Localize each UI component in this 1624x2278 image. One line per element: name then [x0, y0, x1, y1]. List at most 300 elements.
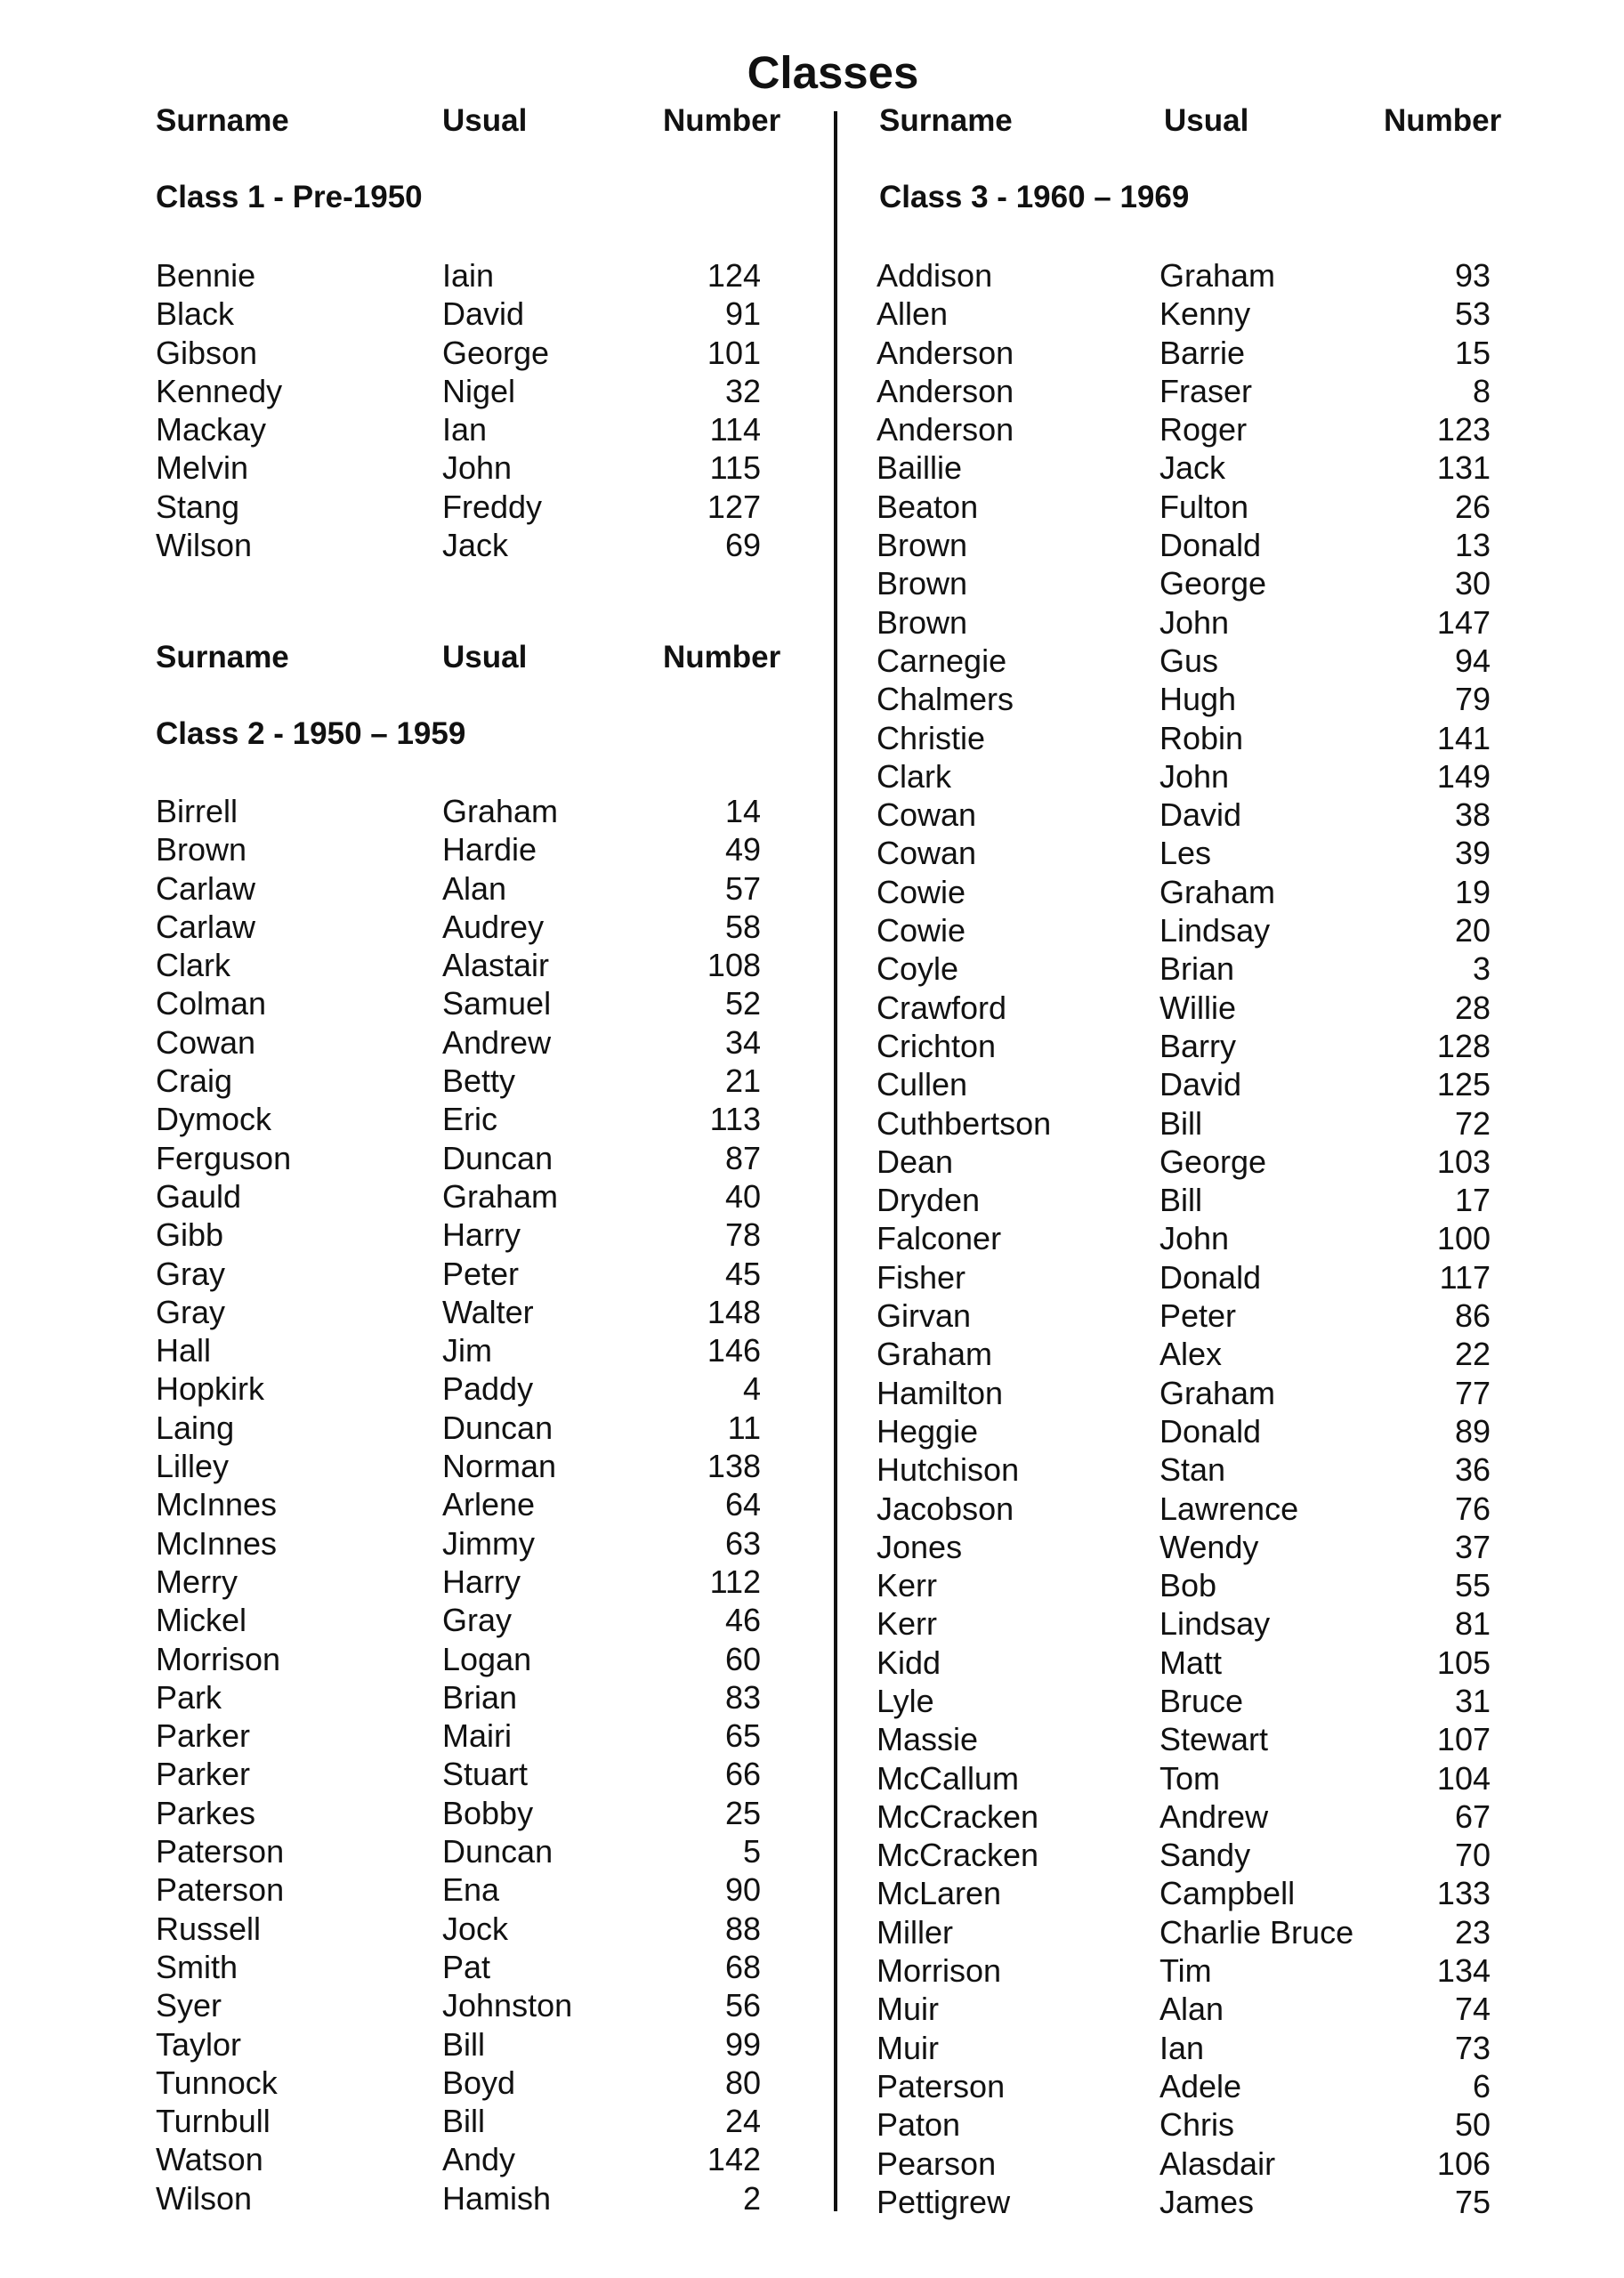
- surname-cell: Kerr: [877, 1567, 938, 1604]
- header-number-left: Number: [663, 103, 781, 138]
- usual-name-cell: Barrie: [1159, 334, 1246, 371]
- usual-name-cell: John: [442, 449, 513, 487]
- list-item: [877, 1143, 1517, 1181]
- list-item: [156, 1678, 796, 1717]
- usual-name-cell: Alasdair: [1159, 2145, 1276, 2182]
- usual-name-cell: George: [1159, 1143, 1267, 1180]
- number-cell: 69: [724, 527, 761, 564]
- usual-name-cell: Boyd: [442, 2064, 516, 2101]
- number-cell: 21: [724, 1062, 761, 1100]
- number-cell: 114: [709, 411, 761, 448]
- usual-name-cell: Donald: [1159, 1412, 1262, 1450]
- surname-cell: Gibson: [156, 334, 258, 371]
- list-item: [156, 448, 796, 487]
- number-cell: 123: [1436, 411, 1491, 448]
- surname-cell: Colman: [156, 985, 267, 1022]
- usual-name-cell: Roger: [1159, 411, 1248, 448]
- list-item: [156, 1717, 796, 1755]
- usual-name-cell: Bill: [442, 2025, 486, 2063]
- number-cell: 56: [724, 1987, 761, 2024]
- usual-name-cell: Lawrence: [1159, 1490, 1299, 1527]
- list-item: [877, 1027, 1517, 1065]
- list-item: [877, 2105, 1517, 2144]
- surname-cell: Hutchison: [877, 1451, 1020, 1489]
- list-item: [156, 869, 796, 908]
- surname-cell: McLaren: [877, 1875, 1002, 1912]
- surname-cell: Kerr: [877, 1605, 938, 1643]
- surname-cell: Paterson: [156, 1871, 285, 1909]
- surname-cell: Morrison: [156, 1640, 281, 1677]
- number-cell: 5: [742, 1833, 761, 1870]
- number-cell: 74: [1454, 1991, 1491, 2028]
- usual-name-cell: Fraser: [1159, 372, 1253, 409]
- list-item: [156, 2064, 796, 2102]
- list-item: [877, 2183, 1517, 2221]
- surname-cell: Taylor: [156, 2025, 242, 2063]
- surname-cell: Hall: [156, 1332, 212, 1369]
- usual-name-cell: Betty: [442, 1062, 516, 1100]
- number-cell: 23: [1454, 1913, 1491, 1951]
- class2-list: [156, 792, 796, 2217]
- surname-cell: McCallum: [877, 1759, 1020, 1797]
- number-cell: 46: [724, 1602, 761, 1639]
- usual-name-cell: Harry: [442, 1216, 521, 1254]
- number-cell: 2: [742, 2179, 761, 2217]
- number-cell: 13: [1454, 527, 1491, 564]
- surname-cell: Melvin: [156, 449, 249, 487]
- usual-name-cell: Pat: [442, 1948, 491, 1985]
- usual-name-cell: John: [1159, 757, 1230, 795]
- number-cell: 57: [724, 869, 761, 907]
- number-cell: 15: [1454, 334, 1491, 371]
- usual-name-cell: Graham: [442, 1177, 559, 1215]
- surname-cell: Muir: [877, 2029, 939, 2066]
- usual-name-cell: Ena: [442, 1871, 500, 1909]
- surname-cell: Miller: [877, 1913, 953, 1951]
- list-item: [877, 1374, 1517, 1412]
- usual-name-cell: Robin: [1159, 719, 1244, 756]
- list-item: [156, 1369, 796, 1408]
- number-cell: 67: [1454, 1797, 1491, 1835]
- number-cell: 11: [727, 1409, 761, 1446]
- surname-cell: Lilley: [156, 1448, 230, 1485]
- usual-name-cell: Bill: [1159, 1104, 1203, 1142]
- list-item: [877, 1604, 1517, 1643]
- list-item: [877, 1297, 1517, 1335]
- usual-name-cell: Jim: [442, 1332, 492, 1369]
- list-item: [877, 1797, 1517, 1836]
- surname-cell: Gauld: [156, 1177, 242, 1215]
- list-item: [156, 908, 796, 946]
- list-item: [877, 719, 1517, 757]
- usual-name-cell: Logan: [442, 1640, 532, 1677]
- list-item: [156, 2179, 796, 2217]
- list-item: [877, 372, 1517, 410]
- list-item: [156, 984, 796, 1022]
- number-cell: 60: [724, 1640, 761, 1677]
- usual-name-cell: Andrew: [442, 1023, 552, 1061]
- list-item: [877, 1181, 1517, 1219]
- usual-name-cell: Chris: [1159, 2106, 1235, 2144]
- number-cell: 89: [1454, 1412, 1491, 1450]
- usual-name-cell: John: [1159, 603, 1230, 641]
- usual-name-cell: Tim: [1159, 1952, 1212, 1990]
- usual-name-cell: James: [1159, 2183, 1255, 2220]
- list-item: [156, 526, 796, 564]
- number-cell: 66: [724, 1756, 761, 1793]
- usual-name-cell: Sandy: [1159, 1837, 1251, 1874]
- usual-name-cell: Alan: [1159, 1991, 1224, 2028]
- number-cell: 112: [709, 1563, 761, 1600]
- list-item: [877, 1450, 1517, 1489]
- number-cell: 26: [1454, 488, 1491, 525]
- number-cell: 93: [1454, 257, 1491, 294]
- surname-cell: Wilson: [156, 527, 253, 564]
- usual-name-cell: Andrew: [1159, 1797, 1269, 1835]
- number-cell: 65: [724, 1717, 761, 1755]
- surname-cell: Cullen: [877, 1066, 968, 1103]
- list-item: [156, 946, 796, 984]
- list-item: [156, 1832, 796, 1870]
- usual-name-cell: Bill: [442, 2103, 486, 2140]
- class3-list: [877, 256, 1517, 2221]
- list-item: [156, 295, 796, 333]
- list-item: [877, 757, 1517, 796]
- list-item: [877, 448, 1517, 487]
- list-item: [156, 1100, 796, 1138]
- class1-heading: Class 1 - Pre-1950: [156, 180, 423, 214]
- surname-cell: Pettigrew: [877, 2183, 1011, 2220]
- number-cell: 75: [1454, 2183, 1491, 2220]
- list-item: [877, 1335, 1517, 1373]
- number-cell: 79: [1454, 681, 1491, 718]
- usual-name-cell: Stewart: [1159, 1721, 1269, 1758]
- surname-cell: Brown: [877, 603, 968, 641]
- list-item: [156, 1331, 796, 1369]
- number-cell: 107: [1436, 1721, 1491, 1758]
- number-cell: 133: [1436, 1875, 1491, 1912]
- surname-cell: Kennedy: [156, 372, 283, 409]
- list-item: [156, 1255, 796, 1293]
- number-cell: 4: [742, 1370, 761, 1408]
- number-cell: 124: [707, 257, 761, 294]
- list-item: [877, 1759, 1517, 1797]
- number-cell: 14: [724, 793, 761, 829]
- number-cell: 134: [1436, 1952, 1491, 1990]
- header-surname-right: Surname: [879, 103, 1013, 138]
- number-cell: 72: [1454, 1104, 1491, 1142]
- number-cell: 142: [707, 2141, 761, 2178]
- number-cell: 58: [724, 908, 761, 945]
- usual-name-cell: Jock: [442, 1910, 509, 1947]
- surname-cell: Chalmers: [877, 681, 1014, 718]
- surname-cell: Craig: [156, 1062, 233, 1100]
- number-cell: 34: [724, 1023, 761, 1061]
- surname-cell: Heggie: [877, 1412, 979, 1450]
- list-item: [156, 1601, 796, 1639]
- surname-cell: Baillie: [877, 449, 963, 487]
- usual-name-cell: Lindsay: [1159, 1605, 1271, 1643]
- usual-name-cell: Graham: [1159, 873, 1276, 910]
- surname-cell: Cowan: [877, 796, 977, 834]
- number-cell: 49: [724, 831, 761, 868]
- usual-name-cell: Walter: [442, 1293, 534, 1330]
- header-number-left-2: Number: [663, 640, 781, 675]
- number-cell: 148: [707, 1293, 761, 1330]
- surname-cell: Stang: [156, 488, 240, 525]
- surname-cell: Brown: [156, 831, 247, 868]
- surname-cell: Gray: [156, 1293, 226, 1330]
- number-cell: 55: [1454, 1567, 1491, 1604]
- number-cell: 81: [1454, 1605, 1491, 1643]
- surname-cell: Paterson: [877, 2067, 1006, 2104]
- usual-name-cell: Tom: [1159, 1759, 1221, 1797]
- surname-cell: Laing: [156, 1409, 235, 1446]
- list-item: [877, 488, 1517, 526]
- surname-cell: Ferguson: [156, 1139, 292, 1176]
- list-item: [156, 488, 796, 526]
- number-cell: 113: [709, 1101, 761, 1138]
- surname-cell: Merry: [156, 1563, 238, 1600]
- header-surname-left-2: Surname: [156, 640, 289, 675]
- list-item: [156, 1177, 796, 1216]
- usual-name-cell: Gus: [1159, 642, 1219, 679]
- usual-name-cell: Duncan: [442, 1833, 553, 1870]
- number-cell: 22: [1454, 1336, 1491, 1373]
- number-cell: 78: [724, 1216, 761, 1254]
- number-cell: 99: [724, 2025, 761, 2063]
- usual-name-cell: Audrey: [442, 908, 545, 945]
- list-item: [877, 680, 1517, 718]
- number-cell: 39: [1454, 835, 1491, 872]
- number-cell: 147: [1436, 603, 1491, 641]
- usual-name-cell: Donald: [1159, 1258, 1262, 1296]
- surname-cell: Kidd: [877, 1644, 941, 1681]
- number-cell: 105: [1436, 1644, 1491, 1681]
- list-item: [877, 1720, 1517, 1758]
- surname-cell: Wilson: [156, 2179, 253, 2217]
- usual-name-cell: John: [1159, 1220, 1230, 1257]
- list-item: [156, 1640, 796, 1678]
- list-item: [156, 410, 796, 448]
- list-item: [156, 334, 796, 372]
- surname-cell: Watson: [156, 2141, 263, 2178]
- number-cell: 104: [1436, 1759, 1491, 1797]
- number-cell: 25: [724, 1794, 761, 1831]
- number-cell: 50: [1454, 2106, 1491, 2144]
- usual-name-cell: Kenny: [1159, 295, 1251, 333]
- number-cell: 88: [724, 1910, 761, 1947]
- usual-name-cell: Freddy: [442, 488, 543, 525]
- surname-cell: Morrison: [877, 1952, 1002, 1990]
- surname-cell: Beaton: [877, 488, 979, 525]
- usual-name-cell: Matt: [1159, 1644, 1223, 1681]
- list-item: [877, 1990, 1517, 2028]
- surname-cell: Carlaw: [156, 908, 256, 945]
- usual-name-cell: George: [1159, 565, 1267, 602]
- list-item: [877, 1682, 1517, 1720]
- surname-cell: McCracken: [877, 1797, 1039, 1835]
- usual-name-cell: Alex: [1159, 1336, 1223, 1373]
- list-item: [156, 1755, 796, 1793]
- list-item: [156, 1563, 796, 1601]
- number-cell: 128: [1436, 1027, 1491, 1064]
- surname-cell: Anderson: [877, 411, 1014, 448]
- number-cell: 87: [724, 1139, 761, 1176]
- usual-name-cell: Fulton: [1159, 488, 1249, 525]
- usual-name-cell: Barry: [1159, 1027, 1237, 1064]
- list-item: [877, 295, 1517, 333]
- page-title: Classes: [747, 47, 919, 98]
- list-item: [156, 1948, 796, 1986]
- usual-name-cell: Samuel: [442, 985, 552, 1022]
- number-cell: 141: [1436, 719, 1491, 756]
- surname-cell: Parker: [156, 1717, 251, 1755]
- header-usual-left: Usual: [442, 103, 528, 138]
- usual-name-cell: Hugh: [1159, 681, 1237, 718]
- usual-name-cell: Campbell: [1159, 1875, 1296, 1912]
- surname-cell: McInnes: [156, 1486, 278, 1523]
- surname-cell: Tunnock: [156, 2064, 278, 2101]
- list-item: [877, 1258, 1517, 1297]
- list-item: [156, 2140, 796, 2178]
- surname-cell: Allen: [877, 295, 949, 333]
- usual-name-cell: Graham: [1159, 1374, 1276, 1411]
- usual-name-cell: David: [442, 295, 525, 333]
- number-cell: 28: [1454, 989, 1491, 1026]
- number-cell: 103: [1436, 1143, 1491, 1180]
- list-item: [156, 372, 796, 410]
- usual-name-cell: Arlene: [442, 1486, 536, 1523]
- list-item: [877, 334, 1517, 372]
- usual-name-cell: Bob: [1159, 1567, 1217, 1604]
- usual-name-cell: Duncan: [442, 1409, 553, 1446]
- surname-cell: McInnes: [156, 1524, 278, 1562]
- list-item: [877, 911, 1517, 949]
- usual-name-cell: Norman: [442, 1448, 557, 1485]
- header-usual-left-2: Usual: [442, 640, 528, 675]
- header-surname-left: Surname: [156, 103, 289, 138]
- usual-name-cell: Brian: [1159, 950, 1235, 988]
- number-cell: 36: [1454, 1451, 1491, 1489]
- surname-cell: Coyle: [877, 950, 959, 988]
- surname-cell: Cowie: [877, 912, 966, 949]
- surname-cell: Hopkirk: [156, 1370, 265, 1408]
- usual-name-cell: Alastair: [442, 947, 550, 984]
- list-item: [877, 1528, 1517, 1566]
- usual-name-cell: Mairi: [442, 1717, 512, 1755]
- usual-name-cell: Graham: [442, 793, 559, 829]
- usual-name-cell: Ian: [442, 411, 488, 448]
- list-item: [877, 1951, 1517, 1990]
- list-item: [877, 2145, 1517, 2183]
- number-cell: 40: [724, 1177, 761, 1215]
- surname-cell: Girvan: [877, 1297, 972, 1335]
- surname-cell: Parkes: [156, 1794, 256, 1831]
- surname-cell: Crichton: [877, 1027, 997, 1064]
- list-item: [877, 1836, 1517, 1874]
- number-cell: 19: [1454, 873, 1491, 910]
- list-item: [156, 2102, 796, 2140]
- surname-cell: Fisher: [877, 1258, 966, 1296]
- list-item: [877, 1566, 1517, 1604]
- usual-name-cell: Iain: [442, 257, 495, 294]
- list-item: [877, 1644, 1517, 1682]
- surname-cell: Crawford: [877, 989, 1007, 1026]
- usual-name-cell: Andy: [442, 2141, 516, 2178]
- surname-cell: Paton: [877, 2106, 961, 2144]
- usual-name-cell: Donald: [1159, 527, 1262, 564]
- class1-list: [156, 256, 796, 564]
- header-usual-right: Usual: [1164, 103, 1249, 138]
- number-cell: 80: [724, 2064, 761, 2101]
- list-item: [156, 1485, 796, 1523]
- surname-cell: Hamilton: [877, 1374, 1004, 1411]
- list-item: [156, 792, 796, 830]
- surname-cell: Anderson: [877, 372, 1014, 409]
- number-cell: 117: [1439, 1258, 1491, 1296]
- number-cell: 63: [724, 1524, 761, 1562]
- list-item: [156, 1216, 796, 1254]
- surname-cell: Black: [156, 295, 235, 333]
- number-cell: 86: [1454, 1297, 1491, 1335]
- number-cell: 101: [707, 334, 761, 371]
- number-cell: 37: [1454, 1528, 1491, 1565]
- number-cell: 31: [1454, 1682, 1491, 1719]
- usual-name-cell: Gray: [442, 1602, 513, 1639]
- usual-name-cell: Hamish: [442, 2179, 552, 2217]
- usual-name-cell: Adele: [1159, 2067, 1242, 2104]
- surname-cell: Syer: [156, 1987, 222, 2024]
- list-item: [877, 1913, 1517, 1951]
- surname-cell: McCracken: [877, 1837, 1039, 1874]
- number-cell: 6: [1472, 2067, 1491, 2104]
- surname-cell: Dean: [877, 1143, 954, 1180]
- usual-name-cell: George: [442, 334, 550, 371]
- surname-cell: Birrell: [156, 793, 238, 829]
- number-cell: 115: [709, 449, 761, 487]
- number-cell: 17: [1454, 1182, 1491, 1219]
- number-cell: 83: [724, 1678, 761, 1716]
- surname-cell: Brown: [877, 565, 968, 602]
- usual-name-cell: Bruce: [1159, 1682, 1244, 1719]
- surname-cell: Parker: [156, 1756, 251, 1793]
- number-cell: 77: [1454, 1374, 1491, 1411]
- usual-name-cell: Nigel: [442, 372, 516, 409]
- list-item: [156, 1910, 796, 1948]
- surname-cell: Park: [156, 1678, 222, 1716]
- list-item: [877, 1412, 1517, 1450]
- list-item: [877, 2029, 1517, 2067]
- number-cell: 24: [724, 2103, 761, 2140]
- usual-name-cell: Eric: [442, 1101, 497, 1138]
- header-number-right: Number: [1384, 103, 1502, 138]
- number-cell: 38: [1454, 796, 1491, 834]
- list-item: [877, 1104, 1517, 1143]
- number-cell: 100: [1436, 1220, 1491, 1257]
- usual-name-cell: Willie: [1159, 989, 1236, 1026]
- list-item: [877, 1874, 1517, 1912]
- surname-cell: Gray: [156, 1255, 226, 1292]
- list-item: [877, 1219, 1517, 1257]
- usual-name-cell: Johnston: [442, 1987, 573, 2024]
- usual-name-cell: Peter: [442, 1255, 520, 1292]
- list-item: [156, 1293, 796, 1331]
- surname-cell: Clark: [877, 757, 952, 795]
- usual-name-cell: Stan: [1159, 1451, 1226, 1489]
- number-cell: 94: [1454, 642, 1491, 679]
- surname-cell: Clark: [156, 947, 231, 984]
